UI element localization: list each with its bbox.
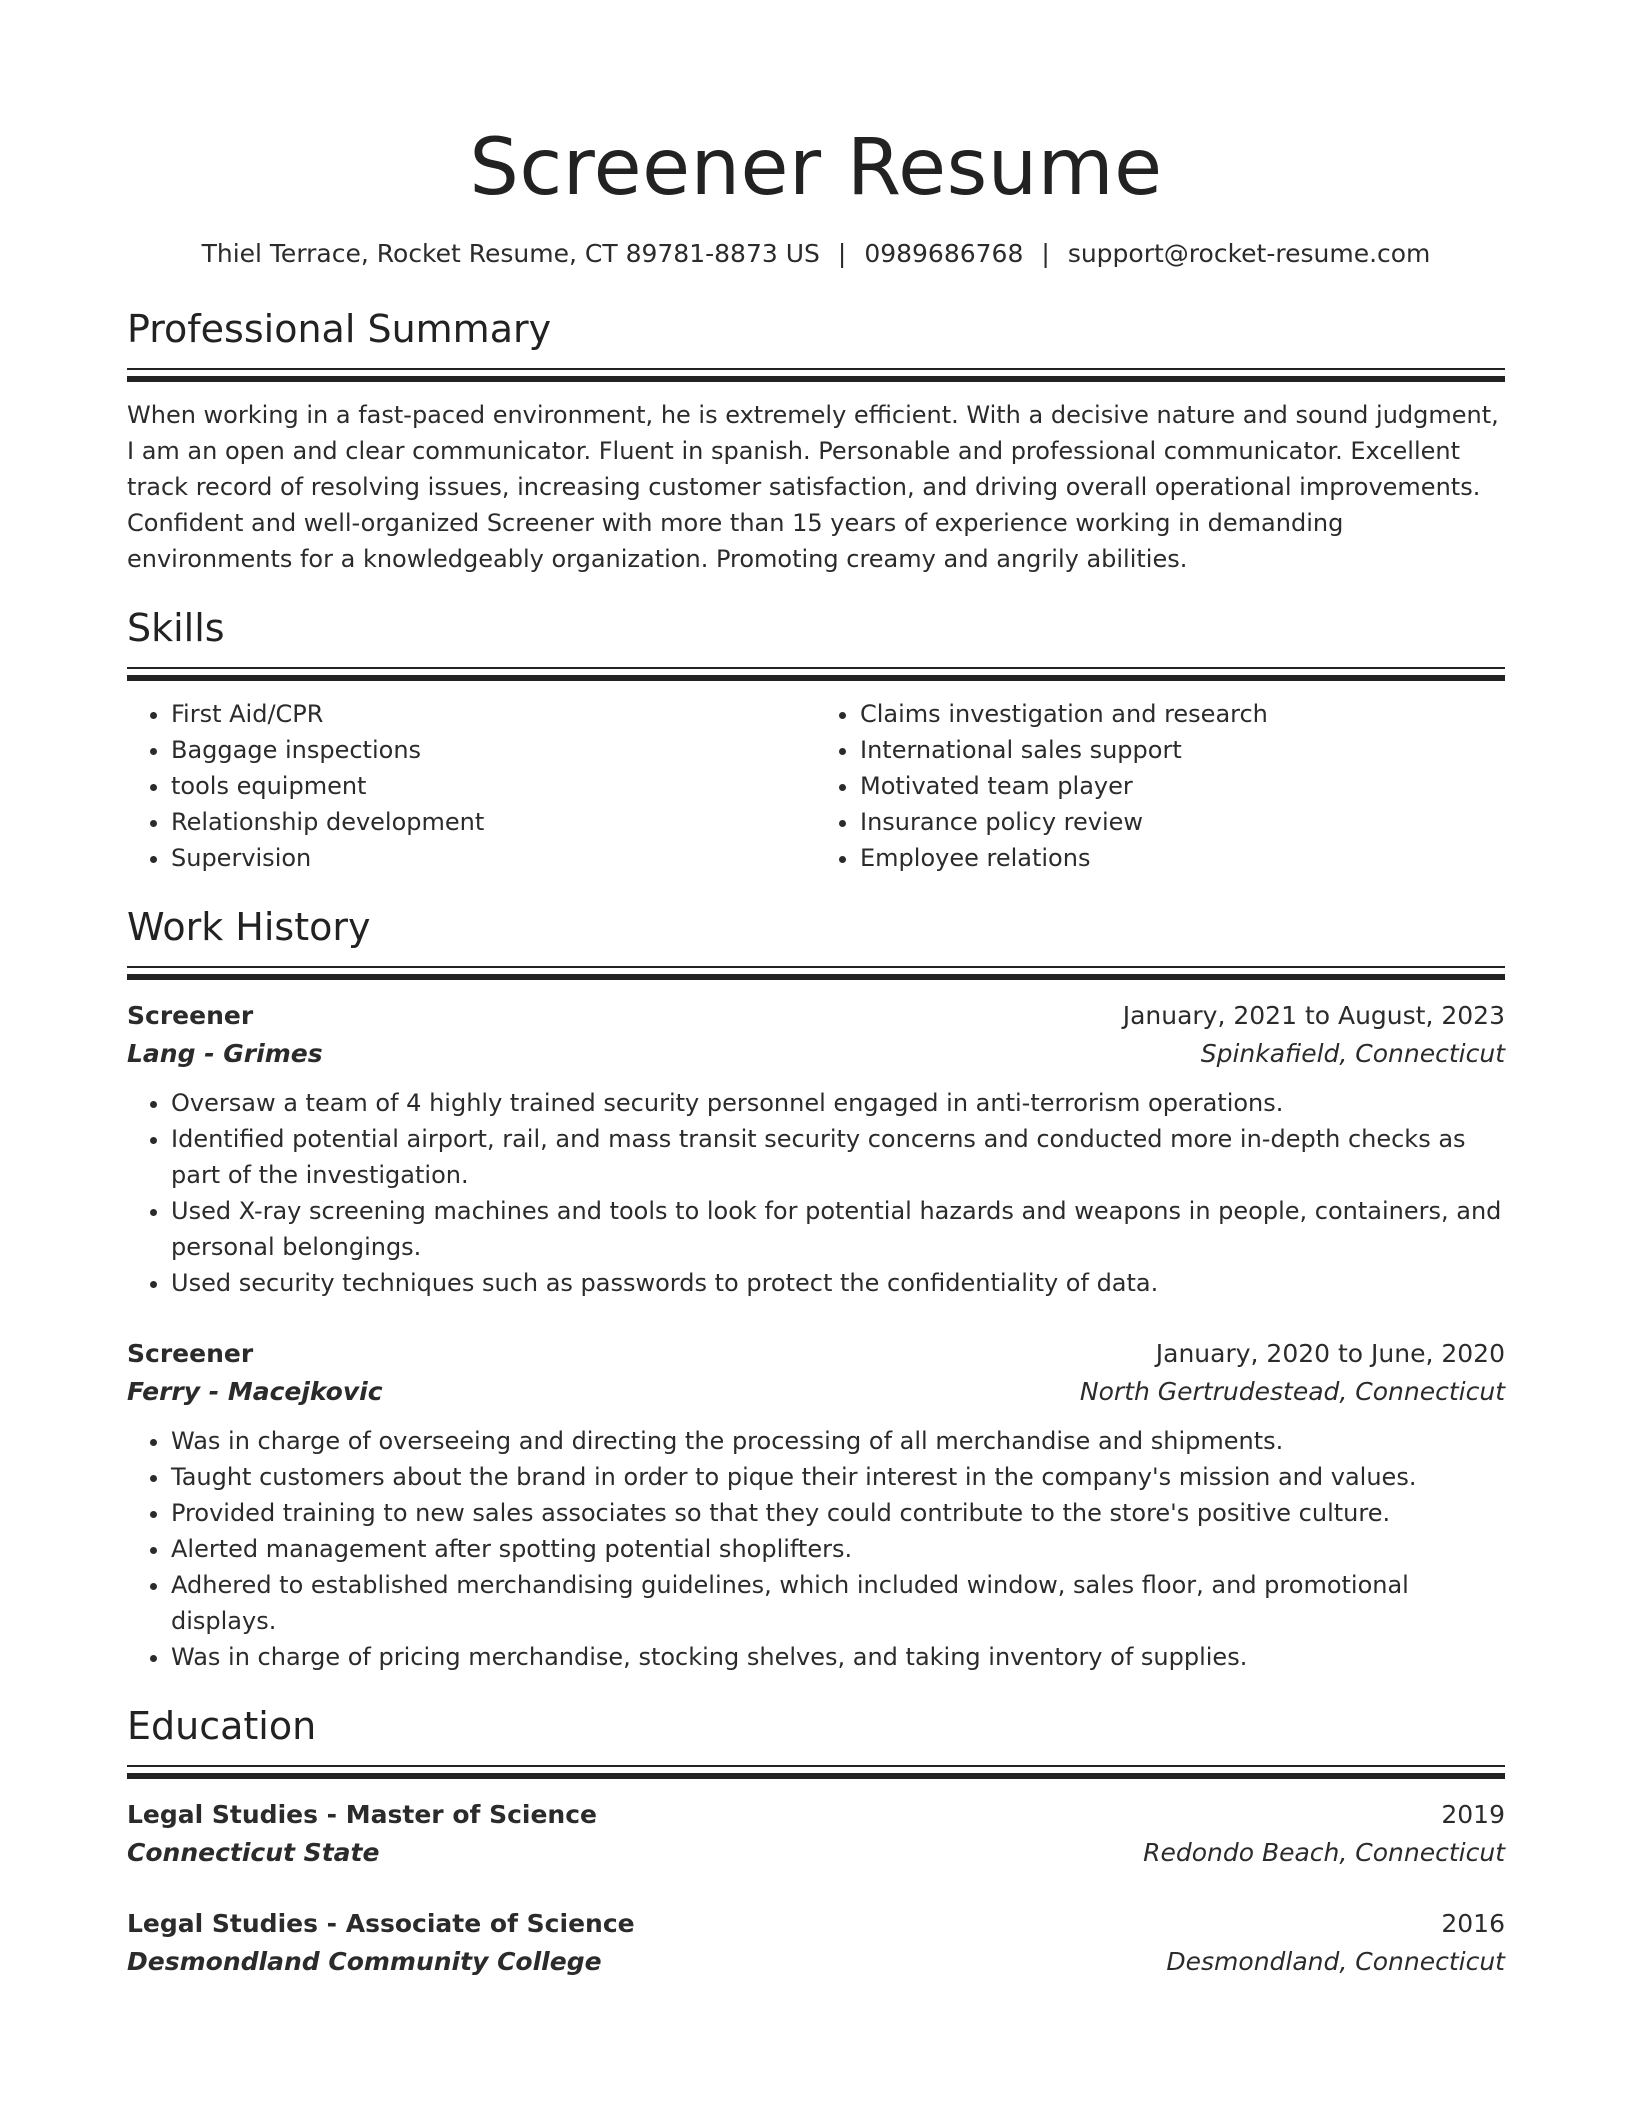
section-divider [127, 1765, 1505, 1779]
work-history-section [127, 902, 1505, 1675]
job-bullet: • Was in charge of pricing merchandise, stocking shelves, and taking inventory of supplies. [171, 1639, 1505, 1675]
job-bullet: • Used security techniques such as passwords to protect the confidentiality of data. [171, 1265, 1505, 1301]
job-entry [127, 1335, 1505, 1675]
skill-item: • Baggage inspections [171, 732, 816, 768]
section-divider [127, 667, 1505, 681]
education-header-row [127, 1796, 1505, 1834]
job-bullet: • Provided training to new sales associates so that they could contribute to the store's positive culture. [171, 1495, 1505, 1531]
job-bullets [127, 1423, 1505, 1675]
skill-item: • Claims investigation and research [860, 696, 1505, 732]
resume-name: Screener Resume [469, 123, 1163, 213]
contact-address: Thiel Terrace, Rocket Resume, CT 89781-8873 US [201, 239, 820, 268]
job-location: North Gertrudestead, Connecticut [1079, 1377, 1505, 1406]
education-year: 2019 [1441, 1800, 1505, 1829]
education-section [127, 1701, 1505, 1981]
skills-section [127, 603, 1505, 876]
job-bullet: • Was in charge of overseeing and directing the processing of all merchandise and shipments. [171, 1423, 1505, 1459]
skills-list-left [127, 696, 816, 876]
job-bullet: • Alerted management after spotting potential shoplifters. [171, 1531, 1505, 1567]
contact-separator: | [1041, 239, 1050, 268]
education-school-row [127, 1834, 1505, 1872]
skill-item: • Employee relations [860, 840, 1505, 876]
education-school: Desmondland Community College [127, 1947, 602, 1976]
section-divider [127, 966, 1505, 980]
education-location: Desmondland, Connecticut [1166, 1947, 1505, 1976]
education-entry [127, 1796, 1505, 1872]
job-company: Lang - Grimes [127, 1039, 323, 1068]
job-bullet: • Adhered to established merchandising guidelines, which included window, sales floor, and promotional displays. [171, 1567, 1505, 1639]
skill-item: • First Aid/CPR [171, 696, 816, 732]
summary-text: When working in a fast-paced environment, he is extremely efficient. With a decisive nature and sound judgment, I am an open and clear communicator. Fluent in spanish. Personable and professional communicator. Excellent track record of resolving issues, increasing customer satisfaction, and driving overall operational improvements. Confident and well-organized Screener with more than 15 years of experience working in demanding environments for a knowledgeably organization. Promoting creamy and angrily abilities. [127, 401, 1499, 573]
skill-item: • tools equipment [171, 768, 816, 804]
job-company-row [127, 1373, 1505, 1411]
contact-email: support@rocket-resume.com [1067, 239, 1431, 268]
section-divider [127, 368, 1505, 382]
job-location: Spinkafield, Connecticut [1200, 1039, 1505, 1068]
job-company: Ferry - Macejkovic [127, 1377, 383, 1406]
skill-item: • International sales support [860, 732, 1505, 768]
section-title-summary: Professional Summary [127, 307, 552, 351]
contact-separator: | [837, 239, 847, 268]
summary-section [127, 304, 1505, 577]
education-school-row [127, 1943, 1505, 1981]
skill-item: • Supervision [171, 840, 816, 876]
job-bullet: • Identified potential airport, rail, and mass transit security concerns and conducted more in-depth checks as part of the investigation. [171, 1121, 1505, 1193]
education-location: Redondo Beach, Connecticut [1143, 1838, 1505, 1867]
job-header-row [127, 1335, 1505, 1373]
education-school: Connecticut State [127, 1838, 380, 1867]
job-title: Screener [127, 1339, 254, 1368]
education-degree: Legal Studies - Master of Science [127, 1800, 598, 1829]
job-dates: January, 2021 to August, 2023 [1122, 1001, 1505, 1030]
job-bullet: • Taught customers about the brand in order to pique their interest in the company's mission and values. [171, 1459, 1505, 1495]
skill-item: • Relationship development [171, 804, 816, 840]
section-title-education: Education [127, 1704, 317, 1748]
job-bullet: • Used X-ray screening machines and tools to look for potential hazards and weapons in people, containers, and personal belongings. [171, 1193, 1505, 1265]
job-dates: January, 2020 to June, 2020 [1155, 1339, 1505, 1368]
job-company-row [127, 1035, 1505, 1073]
job-bullets [127, 1085, 1505, 1301]
section-title-work-history: Work History [127, 905, 371, 949]
education-entry [127, 1905, 1505, 1981]
skills-list-right [816, 696, 1505, 876]
job-title: Screener [127, 1001, 254, 1030]
job-header-row [127, 997, 1505, 1035]
job-bullet: • Oversaw a team of 4 highly trained security personnel engaged in anti-terrorism operations. [171, 1085, 1505, 1121]
skills-columns [127, 696, 1505, 876]
contact-phone: 0989686768 [864, 239, 1024, 268]
section-title-skills: Skills [127, 606, 225, 650]
contact-line [127, 236, 1505, 272]
education-header-row [127, 1905, 1505, 1943]
job-entry [127, 997, 1505, 1301]
skill-item: • Insurance policy review [860, 804, 1505, 840]
skill-item: • Motivated team player [860, 768, 1505, 804]
education-year: 2016 [1441, 1909, 1505, 1938]
education-degree: Legal Studies - Associate of Science [127, 1909, 635, 1938]
